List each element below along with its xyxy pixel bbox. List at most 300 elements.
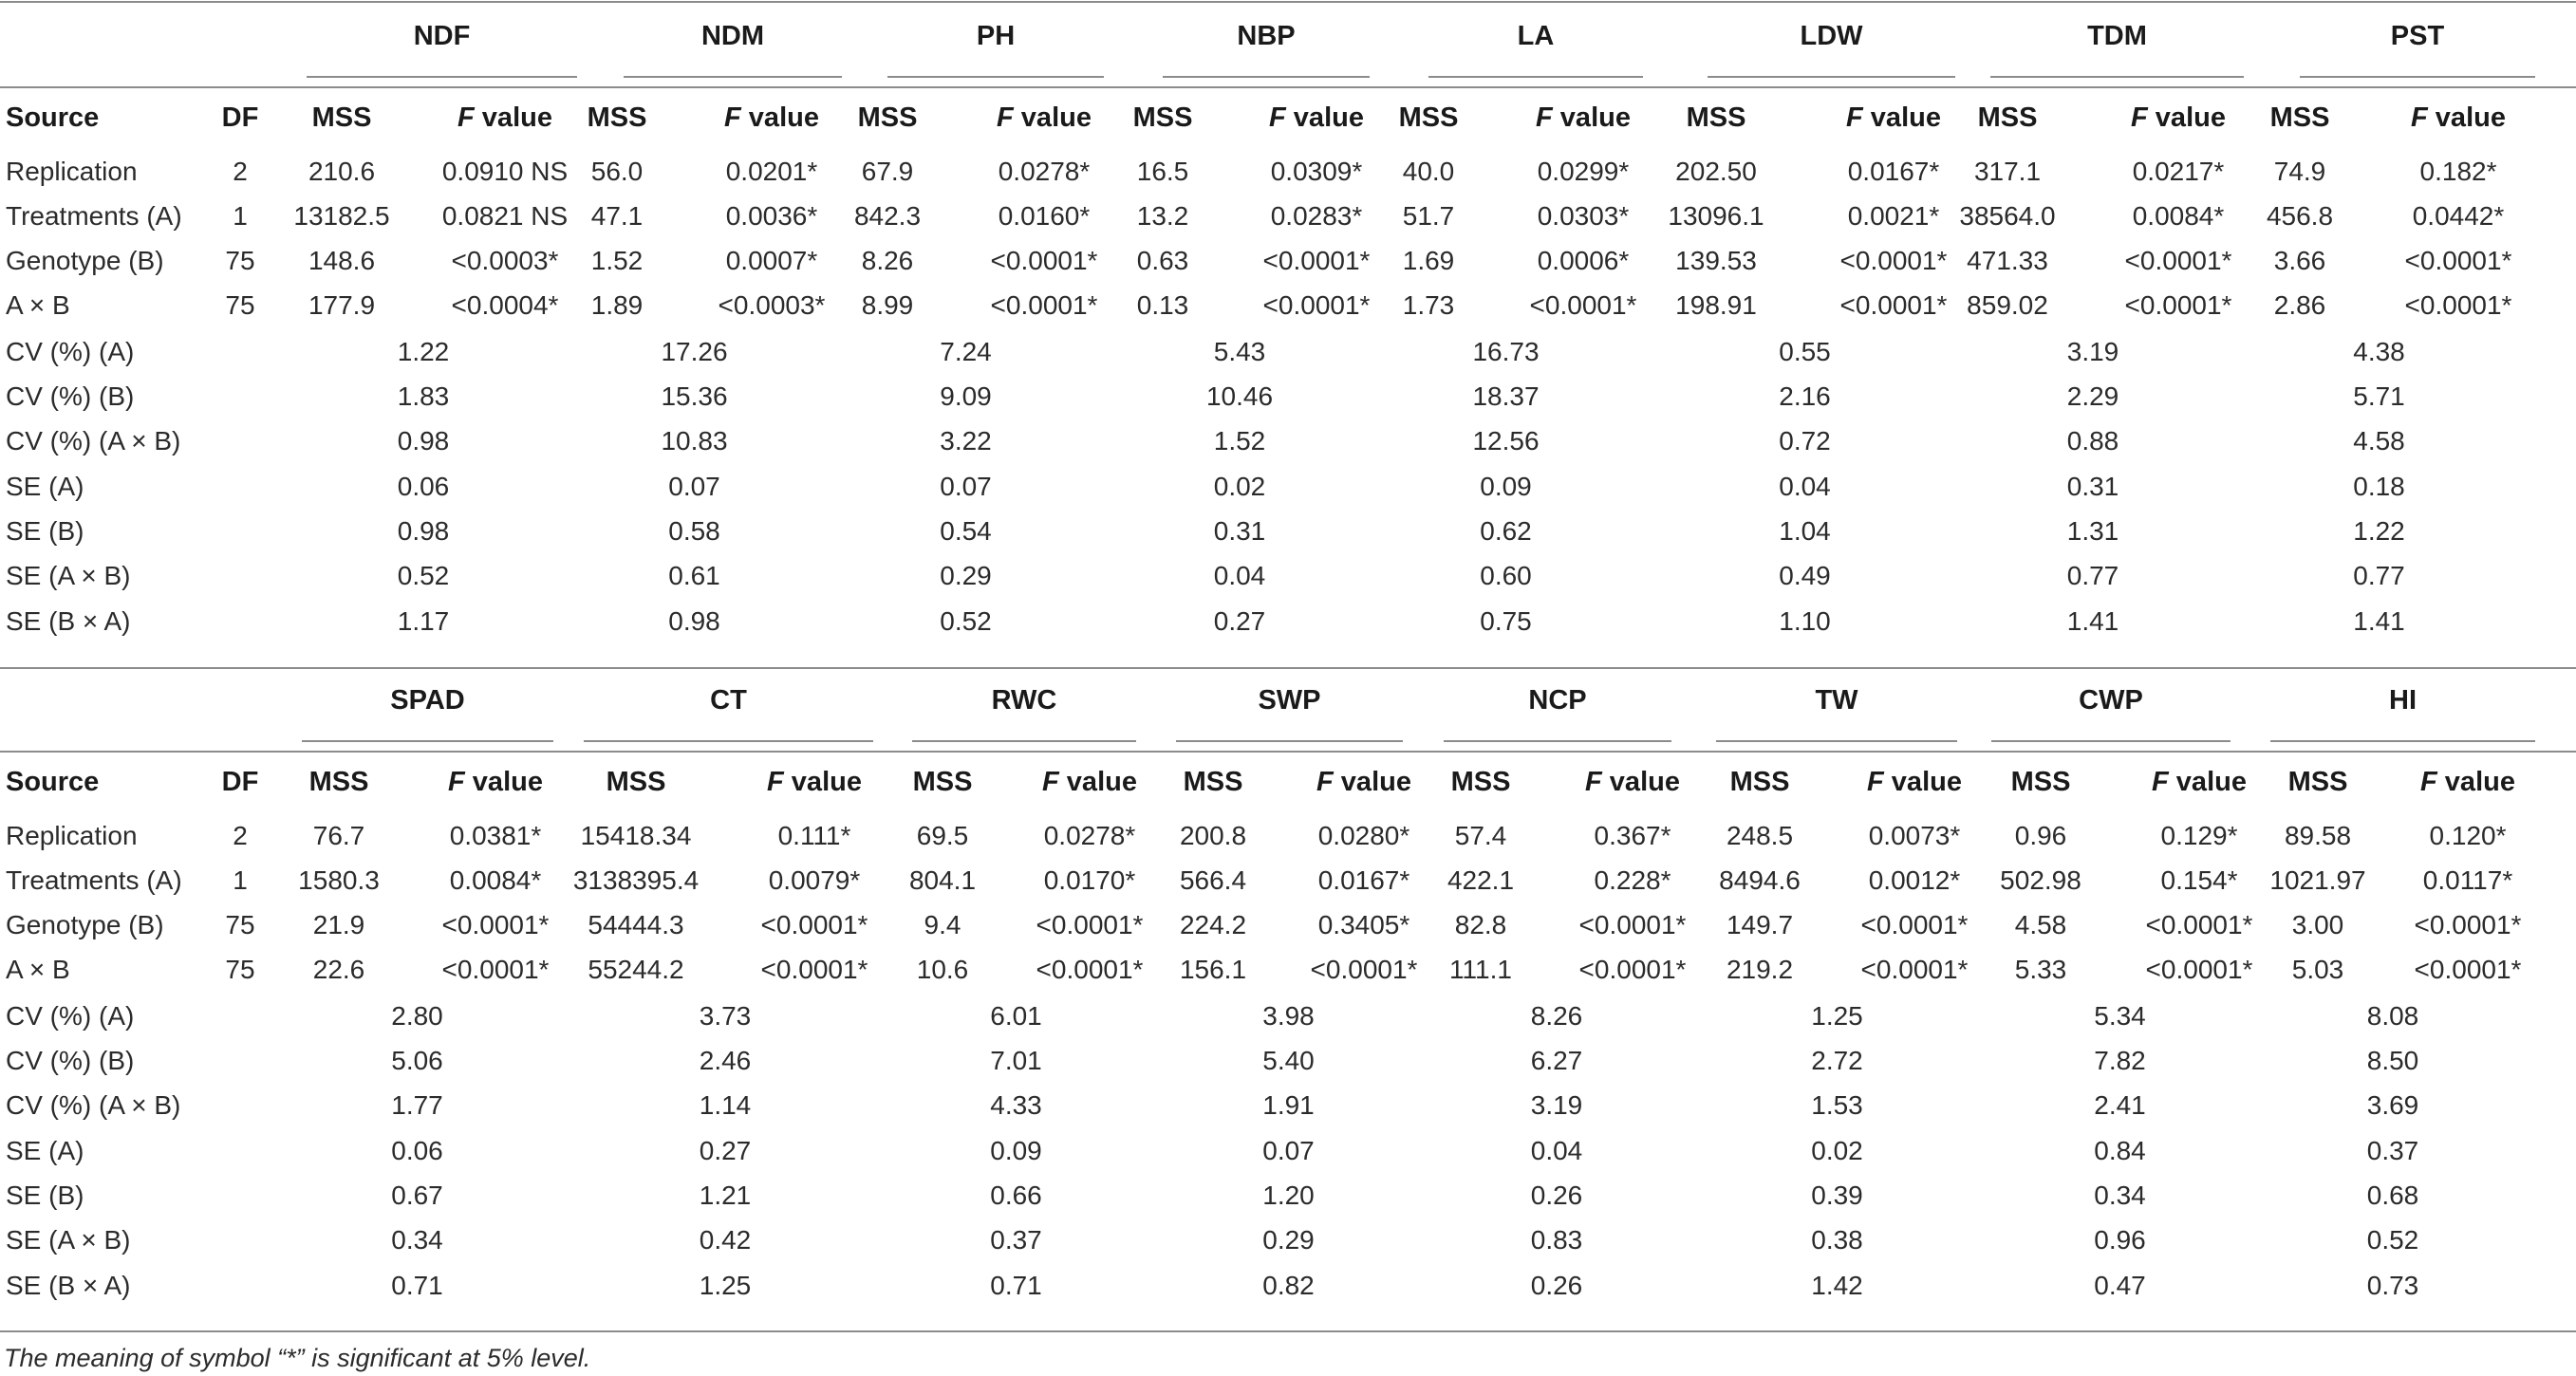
mss-value: 502.98 (2000, 865, 2081, 895)
f-value: 0.0442* (2412, 201, 2505, 231)
mss-value: 3.66 (2273, 246, 2326, 275)
mss-value: 16.5 (1136, 157, 1189, 186)
f-value: 0.0278* (998, 157, 1091, 186)
stat-value: 0.49 (1779, 561, 1831, 590)
stat-value: 0.04 (1213, 561, 1266, 590)
mss-column-header: MSS (1132, 102, 1193, 133)
stat-value: 5.43 (1213, 337, 1266, 366)
f-value-column-header (448, 769, 543, 796)
f-value: 0.0309* (1270, 157, 1363, 186)
stat-value: 4.33 (990, 1090, 1042, 1120)
f-value: <0.0001* (1578, 955, 1687, 984)
row-source-label: CV (%) (A) (6, 337, 135, 366)
stat-value: 1.22 (397, 337, 450, 366)
mss-value: 13.2 (1136, 201, 1189, 231)
mss-value: 422.1 (1447, 865, 1515, 895)
trait-header-nbp: NBP (1237, 21, 1296, 51)
f-value: <0.0001* (1839, 246, 1948, 275)
stat-value: 1.25 (699, 1271, 752, 1300)
stat-value: 0.98 (397, 516, 450, 546)
trait-header-spad: SPAD (390, 685, 465, 716)
mss-column-header: MSS (1398, 102, 1459, 133)
mss-column-header: MSS (1450, 767, 1511, 797)
f-value-suffix: value (2427, 102, 2506, 133)
mss-value: 0.63 (1136, 246, 1189, 275)
mss-column-header: MSS (311, 102, 372, 133)
f-value-suffix: value (740, 102, 819, 133)
df-column-header: DF (221, 102, 259, 133)
stat-value: 5.71 (2353, 381, 2405, 411)
stat-value: 1.41 (2353, 606, 2405, 636)
mss-column-header: MSS (1686, 102, 1746, 133)
stat-value: 0.02 (1811, 1136, 1863, 1165)
mss-value: 8494.6 (1719, 865, 1801, 895)
stat-value: 0.62 (1480, 516, 1532, 546)
mss-column-header: MSS (1729, 767, 1790, 797)
f-value-suffix: value (2147, 102, 2226, 133)
stat-value: 3.19 (1530, 1090, 1583, 1120)
stat-value: 0.07 (940, 472, 992, 501)
stat-value: 0.27 (1213, 606, 1266, 636)
stat-value: 1.14 (699, 1090, 752, 1120)
f-value-column-header (1316, 769, 1411, 796)
row-source-label: SE (B × A) (6, 1271, 131, 1300)
mss-value: 51.7 (1402, 201, 1455, 231)
stat-value: 0.72 (1779, 426, 1831, 456)
mss-column-header: MSS (1977, 102, 2038, 133)
f-value: <0.0001* (1839, 290, 1948, 320)
stat-value: 0.04 (1779, 472, 1831, 501)
mss-value: 198.91 (1675, 290, 1757, 320)
stat-value: 0.55 (1779, 337, 1831, 366)
mss-value: 224.2 (1179, 910, 1247, 939)
mss-value: 5.03 (2291, 955, 2344, 984)
stat-value: 4.38 (2353, 337, 2405, 366)
f-value-column-header (1269, 104, 1364, 132)
stat-value: 0.66 (990, 1181, 1042, 1210)
f-value: <0.0001* (1529, 290, 1637, 320)
stat-value: 2.46 (699, 1046, 752, 1075)
f-value: 0.0084* (449, 865, 542, 895)
f-value: <0.0001* (2414, 910, 2522, 939)
mss-value: 82.8 (1454, 910, 1507, 939)
table-footnote: The meaning of symbol “*” is significant at 5% level. (4, 1344, 591, 1372)
trait-group-rule (1990, 76, 2244, 78)
mss-value: 40.0 (1402, 157, 1455, 186)
stat-value: 1.10 (1779, 606, 1831, 636)
f-value: 0.0160* (998, 201, 1091, 231)
row-source-label: CV (%) (A × B) (6, 426, 181, 456)
mss-value: 1.52 (590, 246, 644, 275)
f-value: 0.111* (777, 821, 851, 850)
stat-value: 0.34 (391, 1225, 443, 1255)
stat-value: 2.16 (1779, 381, 1831, 411)
row-source-label: Treatments (A) (6, 201, 182, 231)
mss-value: 219.2 (1726, 955, 1794, 984)
mss-value: 56.0 (590, 157, 644, 186)
f-italic: F (1316, 767, 1334, 797)
f-value: 0.367* (1594, 821, 1671, 850)
stat-value: 0.83 (1530, 1225, 1583, 1255)
f-value: <0.0001* (1262, 290, 1371, 320)
row-source-label: SE (A × B) (6, 1225, 131, 1255)
f-italic: F (1536, 102, 1553, 133)
f-value: <0.0001* (1310, 955, 1418, 984)
f-value: <0.0001* (1860, 955, 1969, 984)
stat-value: 1.91 (1262, 1090, 1315, 1120)
trait-header-ncp: NCP (1528, 685, 1587, 716)
trait-header-ph: PH (976, 21, 1016, 51)
mss-value: 139.53 (1675, 246, 1757, 275)
f-value: 0.0283* (1270, 201, 1363, 231)
stat-value: 5.06 (391, 1046, 443, 1075)
mss-value: 8.99 (861, 290, 914, 320)
mss-value: 89.58 (2284, 821, 2352, 850)
stat-value: 3.19 (2066, 337, 2119, 366)
stat-value: 8.08 (2366, 1001, 2419, 1031)
row-source-label: SE (A) (6, 472, 84, 501)
mss-value: 69.5 (916, 821, 969, 850)
trait-header-hi: HI (2389, 685, 2417, 716)
row-df-value: 75 (225, 246, 255, 275)
row-df-value: 1 (233, 201, 248, 231)
f-value: <0.0001* (990, 290, 1098, 320)
mss-value: 842.3 (853, 201, 922, 231)
stat-value: 0.61 (668, 561, 720, 590)
trait-header-rwc: RWC (991, 685, 1057, 716)
mss-column-header: MSS (2010, 767, 2071, 797)
f-value: 0.0006* (1537, 246, 1630, 275)
f-value: <0.0001* (2145, 910, 2253, 939)
trait-group-rule (2300, 76, 2535, 78)
stat-value: 0.52 (397, 561, 450, 590)
mss-value: 76.7 (312, 821, 365, 850)
stat-value: 0.34 (2094, 1181, 2146, 1210)
stat-value: 4.58 (2353, 426, 2405, 456)
stat-value: 3.69 (2366, 1090, 2419, 1120)
stat-value: 0.09 (990, 1136, 1042, 1165)
f-value: 0.0073* (1868, 821, 1961, 850)
mss-value: 57.4 (1454, 821, 1507, 850)
f-value-column-header (2131, 104, 2226, 132)
stat-value: 0.58 (668, 516, 720, 546)
stat-value: 2.29 (2066, 381, 2119, 411)
trait-header-ndf: NDF (413, 21, 471, 51)
stat-value: 0.06 (391, 1136, 443, 1165)
stat-value: 17.26 (661, 337, 728, 366)
f-value: 0.3405* (1317, 910, 1410, 939)
trait-header-ndm: NDM (700, 21, 765, 51)
f-value-suffix: value (1552, 102, 1631, 133)
mss-value: 3.00 (2291, 910, 2344, 939)
f-value-suffix: value (1013, 102, 1092, 133)
row-source-label: CV (%) (A × B) (6, 1090, 181, 1120)
trait-group-rule (1716, 740, 1957, 742)
mss-value: 8.26 (861, 246, 914, 275)
trait-group-rule (302, 740, 553, 742)
row-df-value: 75 (225, 910, 255, 939)
row-source-label: SE (B) (6, 516, 84, 546)
stat-value: 6.27 (1530, 1046, 1583, 1075)
mss-value: 456.8 (2266, 201, 2334, 231)
trait-group-rule (1991, 740, 2231, 742)
stat-value: 0.84 (2094, 1136, 2146, 1165)
mss-value: 0.96 (2014, 821, 2067, 850)
f-value: <0.0001* (2124, 246, 2232, 275)
f-value: 0.0117* (2422, 865, 2513, 895)
row-df-value: 75 (225, 955, 255, 984)
mss-column-header: MSS (1183, 767, 1243, 797)
row-df-value: 1 (233, 865, 248, 895)
mss-column-header: MSS (2269, 102, 2330, 133)
stat-value: 0.18 (2353, 472, 2405, 501)
stat-value: 8.50 (2366, 1046, 2419, 1075)
mss-value: 2.86 (2273, 290, 2326, 320)
f-value: <0.0001* (441, 955, 550, 984)
f-value: 0.228* (1594, 865, 1671, 895)
stat-value: 0.60 (1480, 561, 1532, 590)
f-value-column-header (1536, 104, 1631, 132)
stat-value: 12.56 (1472, 426, 1540, 456)
stat-value: 1.42 (1811, 1271, 1863, 1300)
mss-value: 200.8 (1179, 821, 1247, 850)
f-value: 0.0303* (1537, 201, 1630, 231)
stat-value: 0.71 (990, 1271, 1042, 1300)
f-value-suffix: value (1058, 767, 1137, 797)
stat-value: 5.34 (2094, 1001, 2146, 1031)
mss-value: 111.1 (1449, 955, 1512, 984)
row-df-value: 2 (233, 821, 248, 850)
stat-value: 7.82 (2094, 1046, 2146, 1075)
f-value-suffix: value (1333, 767, 1411, 797)
stat-value: 0.38 (1811, 1225, 1863, 1255)
f-value: <0.0001* (1262, 246, 1371, 275)
f-value: 0.0381* (449, 821, 542, 850)
mss-value: 804.1 (908, 865, 977, 895)
f-value-column-header (457, 104, 552, 132)
stat-value: 0.07 (668, 472, 720, 501)
stat-value: 3.98 (1262, 1001, 1315, 1031)
mss-value: 0.13 (1136, 290, 1189, 320)
f-value-suffix: value (474, 102, 552, 133)
mss-column-header: MSS (857, 102, 918, 133)
stat-value: 18.37 (1472, 381, 1540, 411)
stat-value: 2.41 (2094, 1090, 2146, 1120)
f-italic: F (2131, 102, 2148, 133)
mss-value: 1.69 (1402, 246, 1455, 275)
f-value: 0.0007* (725, 246, 818, 275)
mss-value: 74.9 (2273, 157, 2326, 186)
mss-value: 859.02 (1967, 290, 2048, 320)
stat-value: 0.42 (699, 1225, 752, 1255)
f-value: 0.0299* (1537, 157, 1630, 186)
trait-header-swp: SWP (1258, 685, 1321, 716)
mss-value: 1.73 (1402, 290, 1455, 320)
stat-value: 7.01 (990, 1046, 1042, 1075)
f-value: 0.0170* (1043, 865, 1136, 895)
f-value-suffix: value (464, 767, 543, 797)
f-value-suffix: value (2436, 767, 2515, 797)
stat-value: 0.98 (397, 426, 450, 456)
f-value: 0.0278* (1043, 821, 1136, 850)
f-value: 0.0036* (725, 201, 818, 231)
stat-value: 0.82 (1262, 1271, 1315, 1300)
mss-value: 471.33 (1967, 246, 2048, 275)
f-value: 0.0167* (1847, 157, 1940, 186)
mss-value: 67.9 (861, 157, 914, 186)
f-italic: F (1042, 767, 1059, 797)
f-value: 0.0280* (1317, 821, 1410, 850)
trait-group-rule (1428, 76, 1643, 78)
f-value: 0.0079* (768, 865, 861, 895)
f-italic: F (2420, 767, 2437, 797)
mss-value: 1.89 (590, 290, 644, 320)
trait-header-tw: TW (1815, 685, 1858, 716)
mss-value: 210.6 (308, 157, 376, 186)
stat-value: 0.06 (397, 472, 450, 501)
row-df-value: 2 (233, 157, 248, 186)
mss-value: 149.7 (1726, 910, 1794, 939)
f-value: 0.0012* (1868, 865, 1961, 895)
f-value: <0.0003* (718, 290, 826, 320)
mss-value: 4.58 (2014, 910, 2067, 939)
f-value: <0.0001* (2404, 290, 2512, 320)
f-value-column-header (2411, 104, 2506, 132)
f-value: <0.0001* (1860, 910, 1969, 939)
mss-value: 21.9 (312, 910, 365, 939)
trait-header-tdm: TDM (2087, 21, 2147, 51)
f-value: <0.0003* (451, 246, 559, 275)
trait-group-rule (2270, 740, 2535, 742)
source-column-header: Source (6, 102, 100, 133)
stat-value: 0.04 (1530, 1136, 1583, 1165)
stat-value: 7.24 (940, 337, 992, 366)
row-source-label: SE (B) (6, 1181, 84, 1210)
f-value-column-header (1042, 769, 1137, 796)
mss-value: 22.6 (312, 955, 365, 984)
row-source-label: CV (%) (A) (6, 1001, 135, 1031)
f-value: 0.0167* (1317, 865, 1410, 895)
f-italic: F (1269, 102, 1286, 133)
stat-value: 1.25 (1811, 1001, 1863, 1031)
stat-value: 2.72 (1811, 1046, 1863, 1075)
stat-value: 0.68 (2366, 1181, 2419, 1210)
stat-value: 0.31 (1213, 516, 1266, 546)
stat-value: 0.67 (391, 1181, 443, 1210)
mss-column-header: MSS (587, 102, 647, 133)
row-source-label: Replication (6, 821, 138, 850)
f-value-column-header (2420, 769, 2515, 796)
row-source-label: Genotype (B) (6, 246, 164, 275)
stat-value: 3.73 (699, 1001, 752, 1031)
trait-group-rule (1176, 740, 1403, 742)
stat-value: 15.36 (661, 381, 728, 411)
stat-value: 0.54 (940, 516, 992, 546)
f-value-suffix: value (1883, 767, 1962, 797)
f-italic: F (997, 102, 1014, 133)
mss-value: 156.1 (1179, 955, 1247, 984)
stat-value: 0.39 (1811, 1181, 1863, 1210)
stat-value: 3.22 (940, 426, 992, 456)
mss-column-header: MSS (2287, 767, 2348, 797)
stat-value: 0.71 (391, 1271, 443, 1300)
stat-value: 1.41 (2066, 606, 2119, 636)
trait-header-pst: PST (2390, 21, 2445, 51)
f-value-suffix: value (1285, 102, 1364, 133)
f-value: 0.0217* (2132, 157, 2225, 186)
stat-value: 0.26 (1530, 1271, 1583, 1300)
stat-value: 1.83 (397, 381, 450, 411)
source-column-header: Source (6, 767, 100, 797)
f-value: <0.0004* (451, 290, 559, 320)
mss-value: 177.9 (308, 290, 376, 320)
mss-column-header: MSS (606, 767, 666, 797)
f-italic: F (724, 102, 741, 133)
trait-group-rule (1163, 76, 1370, 78)
trait-header-cwp: CWP (2079, 685, 2143, 716)
top-table-header-rule (0, 86, 2576, 88)
f-value-suffix: value (783, 767, 862, 797)
row-source-label: CV (%) (B) (6, 1046, 135, 1075)
mss-value: 202.50 (1675, 157, 1757, 186)
stat-value: 1.17 (397, 606, 450, 636)
stat-value: 1.77 (391, 1090, 443, 1120)
f-value: 0.154* (2160, 865, 2238, 895)
stat-value: 0.26 (1530, 1181, 1583, 1210)
mss-value: 5.33 (2014, 955, 2067, 984)
stat-value: 1.31 (2066, 516, 2119, 546)
stat-value: 10.46 (1205, 381, 1274, 411)
stat-value: 0.29 (940, 561, 992, 590)
f-value: 0.120* (2429, 821, 2507, 850)
mss-column-header: MSS (308, 767, 369, 797)
mss-value: 55244.2 (588, 955, 684, 984)
stat-value: 1.21 (699, 1181, 752, 1210)
bottom-rule (0, 1330, 2576, 1332)
f-value: 0.0201* (725, 157, 818, 186)
f-value: <0.0001* (2414, 955, 2522, 984)
stat-value: 0.52 (940, 606, 992, 636)
stat-value: 0.37 (990, 1225, 1042, 1255)
row-source-label: CV (%) (B) (6, 381, 135, 411)
f-value: 0.0910 NS (441, 157, 569, 186)
mss-value: 38564.0 (1959, 201, 2056, 231)
mss-value: 1021.97 (2269, 865, 2366, 895)
mss-value: 248.5 (1726, 821, 1794, 850)
f-value: <0.0001* (2145, 955, 2253, 984)
row-source-label: Genotype (B) (6, 910, 164, 939)
trait-header-la: LA (1517, 21, 1555, 51)
f-value: <0.0001* (1036, 955, 1144, 984)
stat-value: 0.37 (2366, 1136, 2419, 1165)
stat-value: 0.77 (2353, 561, 2405, 590)
stat-value: 1.52 (1213, 426, 1266, 456)
f-value-column-header (1867, 769, 1962, 796)
stat-value: 1.53 (1811, 1090, 1863, 1120)
stat-value: 0.29 (1262, 1225, 1315, 1255)
f-italic: F (2152, 767, 2169, 797)
mss-value: 566.4 (1179, 865, 1247, 895)
f-value: <0.0001* (441, 910, 550, 939)
f-value: 0.0084* (2132, 201, 2225, 231)
stat-value: 9.09 (940, 381, 992, 411)
mss-value: 9.4 (924, 910, 961, 939)
f-value: 0.129* (2160, 821, 2238, 850)
stat-value: 0.27 (699, 1136, 752, 1165)
f-value-column-header (997, 104, 1092, 132)
trait-group-rule (912, 740, 1136, 742)
stat-value: 0.73 (2366, 1271, 2419, 1300)
